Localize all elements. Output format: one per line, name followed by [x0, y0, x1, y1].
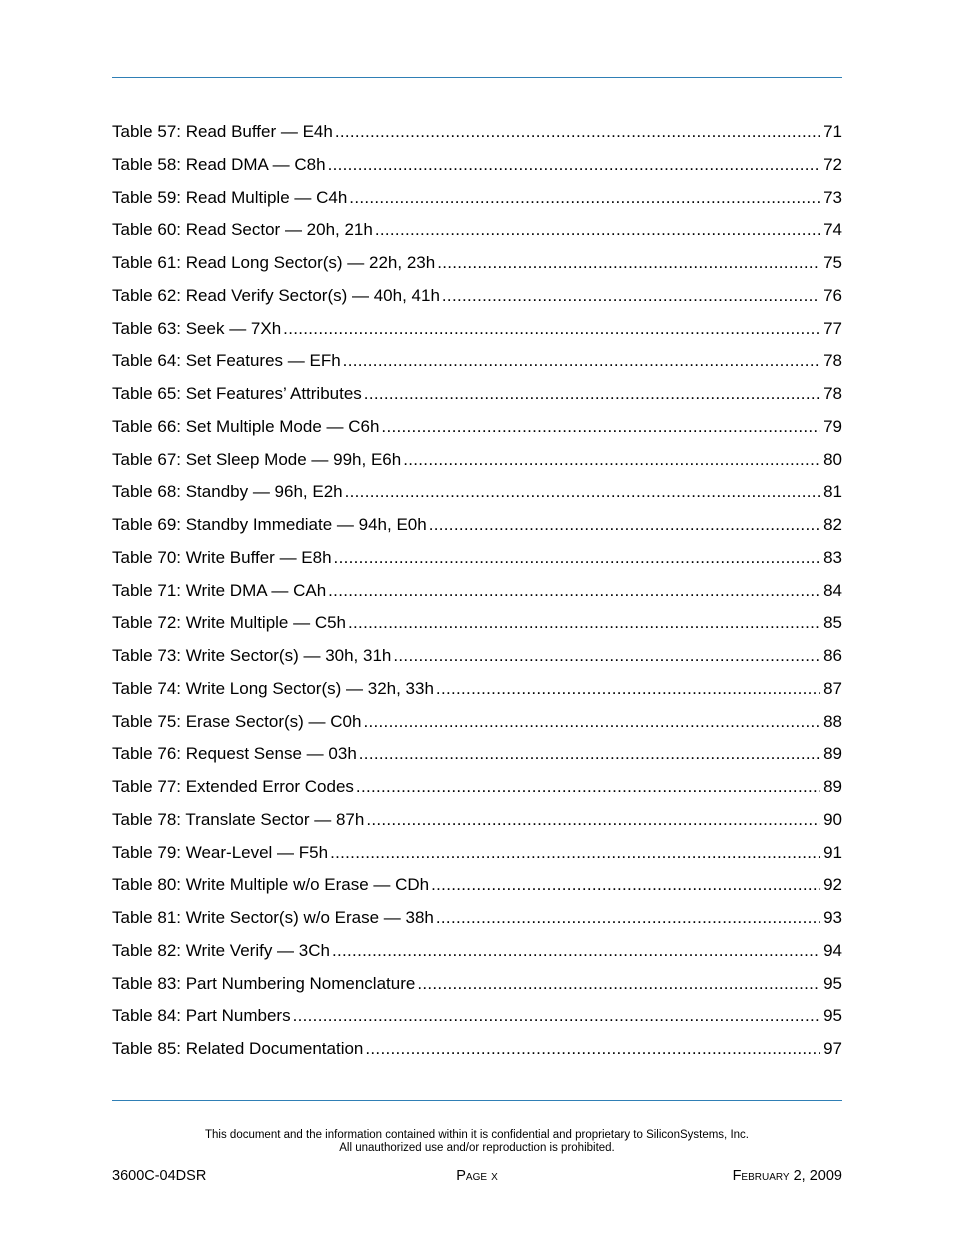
- toc-entry[interactable]: [112, 577, 842, 610]
- toc-dot-leader: [381, 413, 820, 440]
- toc-entry-page: 97: [823, 1039, 842, 1058]
- toc-entry-title: Table 57: Read Buffer — E4h: [112, 122, 333, 141]
- toc-entry-page: 86: [823, 646, 842, 665]
- toc-entry-page: 77: [823, 318, 842, 338]
- toc-entry-title: Table 80: Write Multiple w/o Erase — CDh: [112, 875, 430, 895]
- toc-entry-title: Table 65: Set Features’ Attributes: [112, 384, 362, 403]
- toc-dot-leader: [283, 315, 820, 342]
- document-id: 3600C-04DSR: [112, 1168, 207, 1184]
- toc-dot-leader: [403, 446, 820, 473]
- toc-entry-page: 78: [823, 384, 842, 403]
- toc-dot-leader: [359, 740, 820, 767]
- toc-entry-page: 82: [823, 515, 842, 534]
- toc-entry[interactable]: [112, 1035, 842, 1068]
- toc-entry-title: Table 74: Write Long Sector(s) — 32h, 33h: [112, 678, 434, 698]
- toc-entry-page: 71: [823, 122, 842, 141]
- toc-entry[interactable]: [112, 839, 842, 872]
- toc-dot-leader: [417, 970, 820, 997]
- toc-entry-title: Table 72: Write Multiple — C5h: [112, 613, 347, 633]
- toc-entry[interactable]: [112, 904, 842, 937]
- toc-dot-leader: [334, 544, 821, 571]
- toc-entry-title: Table 83: Part Numbering Nomenclature: [112, 973, 416, 993]
- toc-entry-page: 93: [823, 908, 842, 927]
- toc-dot-leader: [328, 151, 821, 178]
- toc-dot-leader: [328, 577, 820, 604]
- toc-dot-leader: [436, 675, 820, 702]
- toc-dot-leader: [429, 511, 820, 538]
- toc-entry-page: 89: [823, 744, 842, 764]
- toc-dot-leader: [375, 216, 820, 243]
- toc-entry-page: 78: [823, 351, 842, 371]
- toc-entry-title: Table 82: Write Verify — 3Ch: [112, 940, 330, 960]
- toc-entry-title: Table 62: Read Verify Sector(s) — 40h, 41h: [112, 285, 440, 305]
- toc-entry-page: 90: [823, 809, 842, 829]
- toc-dot-leader: [356, 773, 820, 800]
- toc-entry[interactable]: [112, 315, 842, 348]
- toc-entry-title: Table 75: Erase Sector(s) — C0h: [112, 711, 362, 731]
- toc-dot-leader: [330, 839, 820, 866]
- toc-entry[interactable]: [112, 773, 842, 806]
- toc-entry[interactable]: [112, 937, 842, 970]
- toc-entry-title: Table 71: Write DMA — CAh: [112, 580, 327, 600]
- toc-entry-page: 88: [823, 711, 842, 731]
- toc-entry-page: 84: [823, 580, 842, 600]
- page-footer: [112, 1166, 842, 1186]
- toc-entry-page: 95: [823, 1006, 842, 1026]
- toc-dot-leader: [345, 478, 820, 505]
- table-of-tables: [112, 118, 842, 1068]
- toc-entry-page: 94: [823, 940, 842, 960]
- toc-entry[interactable]: [112, 1002, 842, 1035]
- toc-dot-leader: [366, 806, 820, 833]
- notice-line-2: All unauthorized use and/or reproduction is prohibited.: [339, 1141, 615, 1154]
- toc-dot-leader: [431, 871, 820, 898]
- toc-entry-title: Table 68: Standby — 96h, E2h: [112, 482, 343, 502]
- toc-entry-page: 87: [823, 678, 842, 698]
- toc-entry-page: 92: [823, 875, 842, 895]
- toc-entry-title: Table 79: Wear-Level — F5h: [112, 842, 329, 862]
- toc-entry-page: 91: [823, 842, 842, 862]
- toc-dot-leader: [393, 642, 820, 669]
- toc-entry-title: Table 76: Request Sense — 03h: [112, 744, 357, 764]
- toc-entry-title: Table 85: Related Documentation: [112, 1039, 364, 1058]
- toc-entry[interactable]: [112, 249, 842, 282]
- toc-dot-leader: [442, 282, 820, 309]
- toc-entry[interactable]: [112, 478, 842, 511]
- toc-dot-leader: [335, 118, 820, 145]
- toc-entry-page: 85: [823, 613, 842, 633]
- toc-entry-page: 79: [823, 416, 842, 436]
- toc-entry-page: 80: [823, 449, 842, 469]
- toc-dot-leader: [364, 380, 820, 407]
- confidentiality-notice: [112, 1129, 842, 1154]
- toc-entry[interactable]: [112, 380, 842, 413]
- toc-entry-page: 95: [823, 973, 842, 993]
- toc-entry[interactable]: [112, 708, 842, 741]
- footer-rule: [112, 1100, 842, 1101]
- notice-line-1: This document and the information contained within it is confidential and proprietary to SiliconSystems, Inc.: [205, 1129, 749, 1141]
- toc-entry[interactable]: [112, 806, 842, 839]
- toc-dot-leader: [293, 1002, 820, 1029]
- toc-entry-page: 89: [823, 777, 842, 796]
- toc-entry-title: Table 70: Write Buffer — E8h: [112, 547, 332, 567]
- toc-entry-title: Table 59: Read Multiple — C4h: [112, 187, 348, 207]
- header-rule: [112, 77, 842, 78]
- toc-entry[interactable]: [112, 151, 842, 184]
- toc-dot-leader: [348, 609, 820, 636]
- toc-entry[interactable]: [112, 642, 842, 675]
- toc-dot-leader: [343, 347, 820, 374]
- toc-entry[interactable]: [112, 675, 842, 708]
- toc-entry-title: Table 64: Set Features — EFh: [112, 351, 341, 371]
- toc-entry[interactable]: [112, 511, 842, 544]
- toc-entry-title: Table 58: Read DMA — C8h: [112, 154, 326, 174]
- toc-entry-page: 83: [823, 547, 842, 567]
- toc-entry-title: Table 84: Part Numbers: [112, 1006, 291, 1026]
- toc-entry[interactable]: [112, 347, 842, 380]
- toc-dot-leader: [365, 1035, 820, 1062]
- toc-entry[interactable]: [112, 446, 842, 479]
- toc-entry[interactable]: [112, 184, 842, 217]
- toc-dot-leader: [437, 249, 820, 276]
- toc-entry-page: 76: [823, 285, 842, 305]
- toc-entry-page: 72: [823, 154, 842, 174]
- toc-entry-page: 81: [823, 482, 842, 502]
- toc-dot-leader: [332, 937, 820, 964]
- toc-entry-title: Table 81: Write Sector(s) w/o Erase — 38h: [112, 908, 434, 927]
- toc-entry-title: Table 73: Write Sector(s) — 30h, 31h: [112, 646, 392, 665]
- toc-entry-title: Table 69: Standby Immediate — 94h, E0h: [112, 515, 427, 534]
- toc-entry[interactable]: [112, 871, 842, 904]
- toc-entry-title: Table 67: Set Sleep Mode — 99h, E6h: [112, 449, 402, 469]
- toc-entry-title: Table 77: Extended Error Codes: [112, 777, 354, 796]
- toc-entry-page: 75: [823, 253, 842, 272]
- toc-entry-page: 74: [823, 220, 842, 240]
- toc-entry-page: 73: [823, 187, 842, 207]
- toc-entry[interactable]: [112, 740, 842, 773]
- toc-entry-title: Table 66: Set Multiple Mode — C6h: [112, 416, 380, 436]
- toc-entry[interactable]: [112, 282, 842, 315]
- toc-entry-title: Table 78: Translate Sector — 87h: [112, 809, 365, 829]
- toc-entry[interactable]: [112, 413, 842, 446]
- page-number: Page x: [456, 1168, 498, 1184]
- toc-entry[interactable]: [112, 216, 842, 249]
- toc-entry-title: Table 63: Seek — 7Xh: [112, 318, 282, 338]
- toc-dot-leader: [363, 708, 820, 735]
- toc-dot-leader: [349, 184, 820, 211]
- toc-entry-title: Table 60: Read Sector — 20h, 21h: [112, 220, 373, 240]
- toc-entry[interactable]: [112, 544, 842, 577]
- toc-entry[interactable]: [112, 118, 842, 151]
- toc-entry[interactable]: [112, 970, 842, 1003]
- toc-entry[interactable]: [112, 609, 842, 642]
- toc-entry-title: Table 61: Read Long Sector(s) — 22h, 23h: [112, 253, 436, 272]
- toc-dot-leader: [436, 904, 820, 931]
- document-date: February 2, 2009: [732, 1168, 842, 1184]
